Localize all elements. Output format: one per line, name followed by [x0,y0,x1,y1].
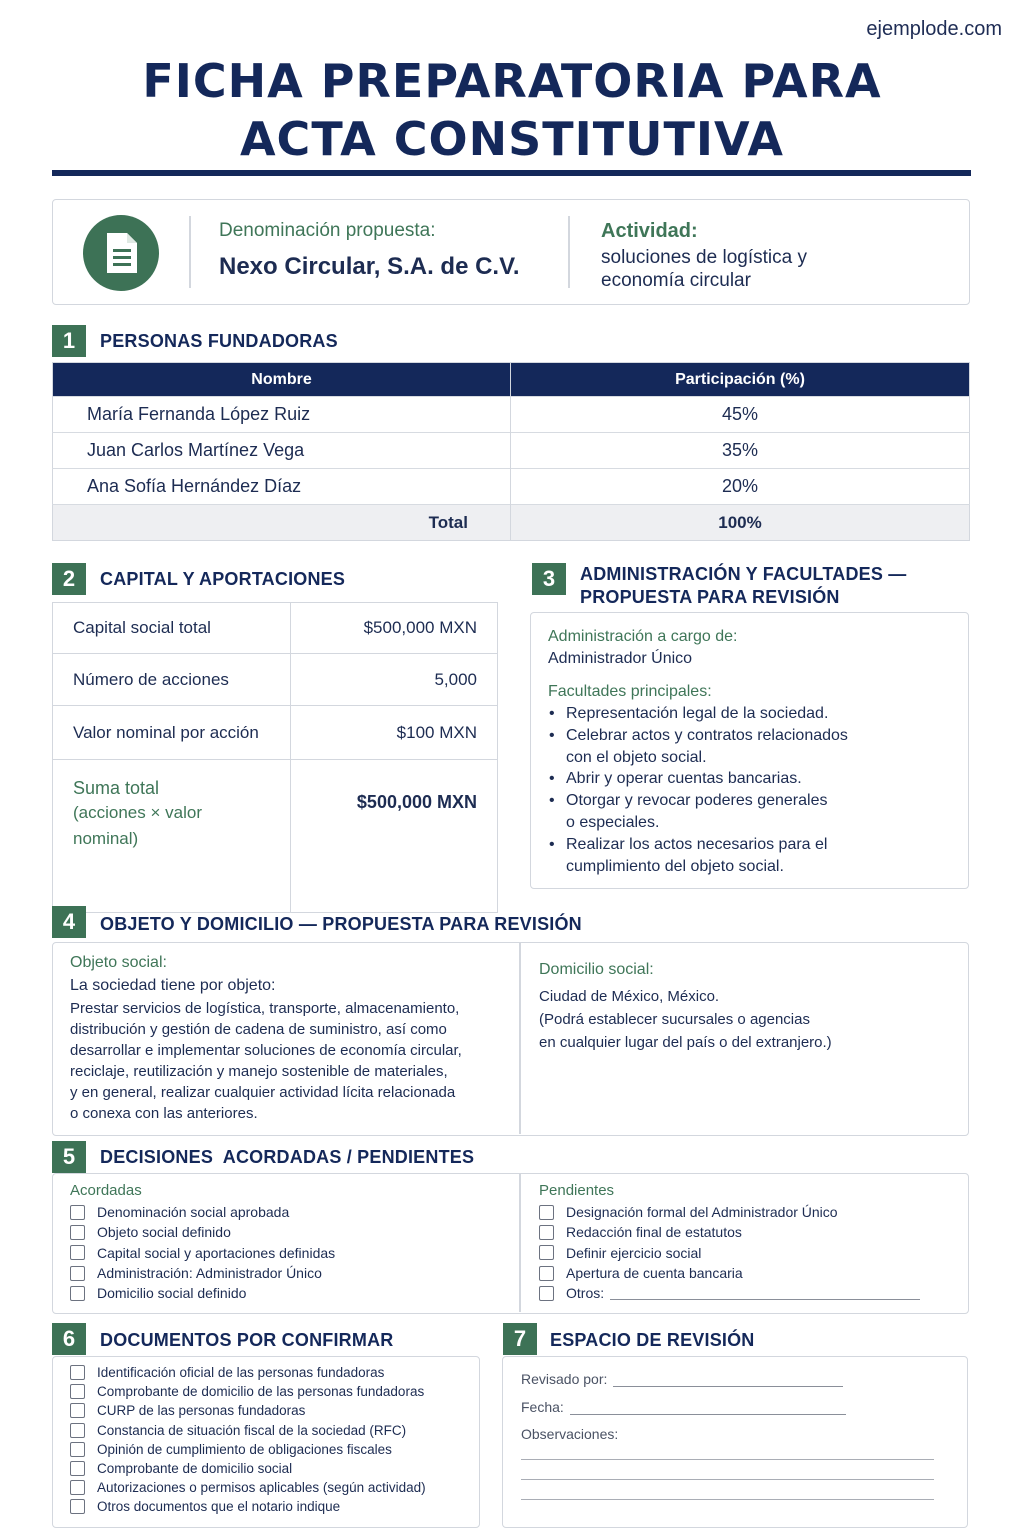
checkbox[interactable] [539,1245,554,1260]
section-6-number: 6 [52,1323,86,1355]
domicile-label: Domicilio social: [539,961,654,978]
table-row [53,397,970,433]
list-item [539,1243,920,1263]
founders-table [52,362,970,541]
checkbox-label: Administración: Administrador Único [97,1265,322,1282]
other-input-line[interactable] [610,1286,920,1300]
total-row [53,505,970,541]
list-item [548,703,958,725]
power-text: cumplimiento del objeto social. [566,857,784,875]
list-item [539,1202,920,1222]
founder-percentage: 20% [511,469,970,505]
list-item [548,790,958,834]
pending-block [539,1182,920,1303]
power-text: con el objeto social. [566,748,707,766]
list-item [548,725,958,769]
checkbox-label: Designación formal del Administrador Único [566,1204,838,1221]
checkbox[interactable] [70,1403,85,1418]
checkbox[interactable] [70,1266,85,1281]
header-divider-1 [189,216,191,288]
capital-table [52,602,498,913]
notes-label: Observaciones: [521,1426,619,1442]
table-row [53,603,498,654]
list-item [70,1202,335,1222]
total-label: Total [53,505,511,541]
admin-by-label: Administración a cargo de: [548,628,738,645]
checkbox-label: Apertura de cuenta bancaria [566,1265,743,1282]
checkbox[interactable] [539,1205,554,1220]
list-item [70,1478,426,1497]
domicile-value: Ciudad de México, México. [539,988,720,1005]
section-7-number: 7 [503,1323,537,1355]
table-row [53,706,498,760]
domicile-note [539,1008,959,1054]
activity-label: Actividad: [601,220,698,242]
section-3-title-line-1: ADMINISTRACIÓN Y FACULTADES — [580,564,907,584]
list-item [539,1283,920,1303]
list-item [70,1382,426,1401]
list-item [70,1421,426,1440]
checkbox[interactable] [70,1384,85,1399]
decisions-panel [52,1173,969,1314]
checkbox-label: Otros: [566,1285,605,1302]
list-item [70,1263,335,1283]
list-item [70,1497,426,1516]
checkbox-label: Definir ejercicio social [566,1244,702,1261]
checkbox[interactable] [70,1245,85,1260]
column-header-participation: Participación (%) [511,363,970,397]
activity-line-1: soluciones de logística y [601,247,807,268]
object-description [70,998,510,1124]
date-label: Fecha: [521,1399,564,1415]
checkbox-label: CURP de las personas fundadoras [97,1403,306,1419]
sum-cell [53,760,291,913]
section-2-title: CAPITAL Y APORTACIONES [100,569,346,589]
notes-line[interactable] [521,1499,934,1500]
list-item [70,1459,426,1478]
object-line: reciclaje, reutilización y manejo sostenible de materiales, [70,1063,448,1080]
section-3-number: 3 [532,563,566,595]
reviewed-by-input[interactable] [613,1373,843,1387]
agreed-label: Acordadas [70,1182,142,1199]
domicile-note-line: en cualquier lugar del país o del extranjero.) [539,1034,832,1051]
object-line: distribución y gestión de cadena de suministro, así como [70,1021,447,1038]
sum-row [53,760,498,913]
checkbox-label: Opinión de cumplimiento de obligaciones fiscales [97,1441,392,1457]
powers-label: Facultades principales: [548,683,712,700]
checkbox-label: Identificación oficial de las personas fundadoras [97,1365,385,1381]
powers-list [548,703,958,877]
founder-percentage: 45% [511,397,970,433]
list-item [70,1401,426,1420]
section-4-title: OBJETO Y DOMICILIO — PROPUESTA PARA REVISIÓN [100,914,582,934]
name-value: Nexo Circular, S.A. de C.V. [219,253,520,280]
section-5-number: 5 [52,1141,86,1173]
list-item [539,1222,920,1242]
checkbox-label: Constancia de situación fiscal de la sociedad (RFC) [97,1422,407,1438]
power-text: Representación legal de la sociedad. [566,705,829,722]
power-text: Otorgar y revocar poderes generales [566,792,828,810]
capital-label: Capital social total [73,618,211,637]
column-header-name: Nombre [53,363,511,397]
capital-label: Valor nominal por acción [53,706,291,760]
checkbox[interactable] [70,1461,85,1476]
list-item [70,1243,335,1263]
site-url: ejemplode.com [866,18,1002,40]
notes-line[interactable] [521,1459,934,1460]
checkbox-label: Domicilio social definido [97,1285,247,1302]
decisions-divider [519,1174,521,1312]
header-card [52,199,970,305]
list-item [70,1440,426,1459]
documents-list [70,1363,426,1517]
name-label: Denominación propuesta: [219,220,436,241]
reviewed-by-label: Revisado por: [521,1371,608,1387]
checkbox-label: Objeto social definido [97,1224,231,1241]
sum-value: $500,000 MXN [291,760,498,913]
agreed-list [70,1202,335,1303]
section-1-number: 1 [52,325,86,357]
activity-line-2: economía circular [601,270,751,291]
section-2-number: 2 [52,563,86,595]
founders-header-row [53,363,970,397]
total-value: 100% [511,505,970,541]
checkbox[interactable] [70,1480,85,1495]
date-input[interactable] [570,1401,846,1415]
admin-panel [530,612,969,889]
capital-value: 5,000 [291,654,498,706]
object-social-block [70,952,510,1124]
power-text: Abrir y operar cuentas bancarias. [566,770,802,788]
capital-label: Número de acciones [53,654,291,706]
checkbox-label: Comprobante de domicilio de las personas fundadoras [97,1384,425,1400]
agreed-block [70,1182,335,1303]
table-row [53,654,498,706]
section-3-title [580,563,906,609]
section-1-title: PERSONAS FUNDADORAS [100,331,338,351]
activity-value [601,246,807,292]
checkbox[interactable] [539,1266,554,1281]
checkbox[interactable] [539,1225,554,1240]
notes-line[interactable] [521,1479,934,1480]
checkbox-label: Comprobante de domicilio social [97,1461,293,1477]
header-divider-2 [568,216,570,288]
checkbox-label: Autorizaciones o permisos aplicables (según actividad) [97,1480,426,1496]
checkbox[interactable] [539,1286,554,1301]
power-text: Realizar los actos necesarios para el [566,835,828,853]
page-title-line-2: ACTA CONSTITUTIVA [239,112,785,166]
list-item [70,1283,335,1303]
object-label: Objeto social: [70,954,167,971]
checkbox[interactable] [70,1225,85,1240]
sum-subtitle: (acciones × valor nominal) [73,803,202,848]
founder-percentage: 35% [511,433,970,469]
checkbox[interactable] [70,1442,85,1457]
checkbox-label: Redacción final de estatutos [566,1224,742,1241]
section-6-title: DOCUMENTOS POR CONFIRMAR [100,1330,394,1350]
checkbox[interactable] [70,1423,85,1438]
checkbox[interactable] [70,1365,85,1380]
list-item [548,834,958,878]
checkbox[interactable] [70,1499,85,1514]
checkbox-label: Denominación social aprobada [97,1204,290,1221]
list-item [70,1363,426,1382]
table-row [53,433,970,469]
founder-name: Ana Sofía Hernández Díaz [53,469,511,505]
list-item [539,1263,920,1283]
object-intro: La sociedad tiene por objeto: [70,977,276,994]
section-4-number: 4 [52,906,86,938]
section-5-title: DECISIONES ACORDADAS / PENDIENTES [100,1147,475,1167]
table-row [53,469,970,505]
documents-panel [52,1356,480,1528]
pending-list [539,1202,920,1303]
admin-by-value: Administrador Único [548,650,693,667]
date-field [521,1399,846,1415]
checkbox-label: Capital social y aportaciones definidas [97,1244,336,1261]
list-item [548,768,958,790]
reviewed-by-field [521,1371,843,1387]
section-7-title: ESPACIO DE REVISIÓN [550,1330,755,1350]
object-line: Prestar servicios de logística, transporte, almacenamiento, [70,1000,460,1017]
pending-label: Pendientes [539,1182,615,1199]
checkbox-label: Otros documentos que el notario indique [97,1499,341,1515]
domicile-note-line: (Podrá establecer sucursales o agencias [539,1011,810,1028]
capital-value: $100 MXN [291,706,498,760]
list-item [70,1222,335,1242]
page-title-line-1: FICHA PREPARATORIA PARA [142,54,882,108]
founder-name: María Fernanda López Ruiz [53,397,511,433]
power-text: o especiales. [566,813,660,831]
power-text: Celebrar actos y contratos relacionados [566,726,848,744]
review-panel [502,1356,968,1528]
object-divider [519,943,521,1134]
founder-name: Juan Carlos Martínez Vega [53,433,511,469]
page-title [0,52,1024,168]
sum-label: Suma total [73,778,160,798]
checkbox[interactable] [70,1286,85,1301]
object-line: desarrollar e implementar soluciones de economía circular, [70,1042,462,1059]
checkbox[interactable] [70,1205,85,1220]
title-rule [52,170,971,176]
section-3-title-line-2: PROPUESTA PARA REVISIÓN [580,587,840,607]
object-line: o conexa con las anteriores. [70,1105,258,1122]
object-line: y en general, realizar cualquier actividad lícita relacionada [70,1084,456,1101]
capital-value: $500,000 MXN [291,603,498,654]
object-panel [52,942,969,1136]
document-icon [83,215,159,291]
domicile-block [539,959,959,1054]
